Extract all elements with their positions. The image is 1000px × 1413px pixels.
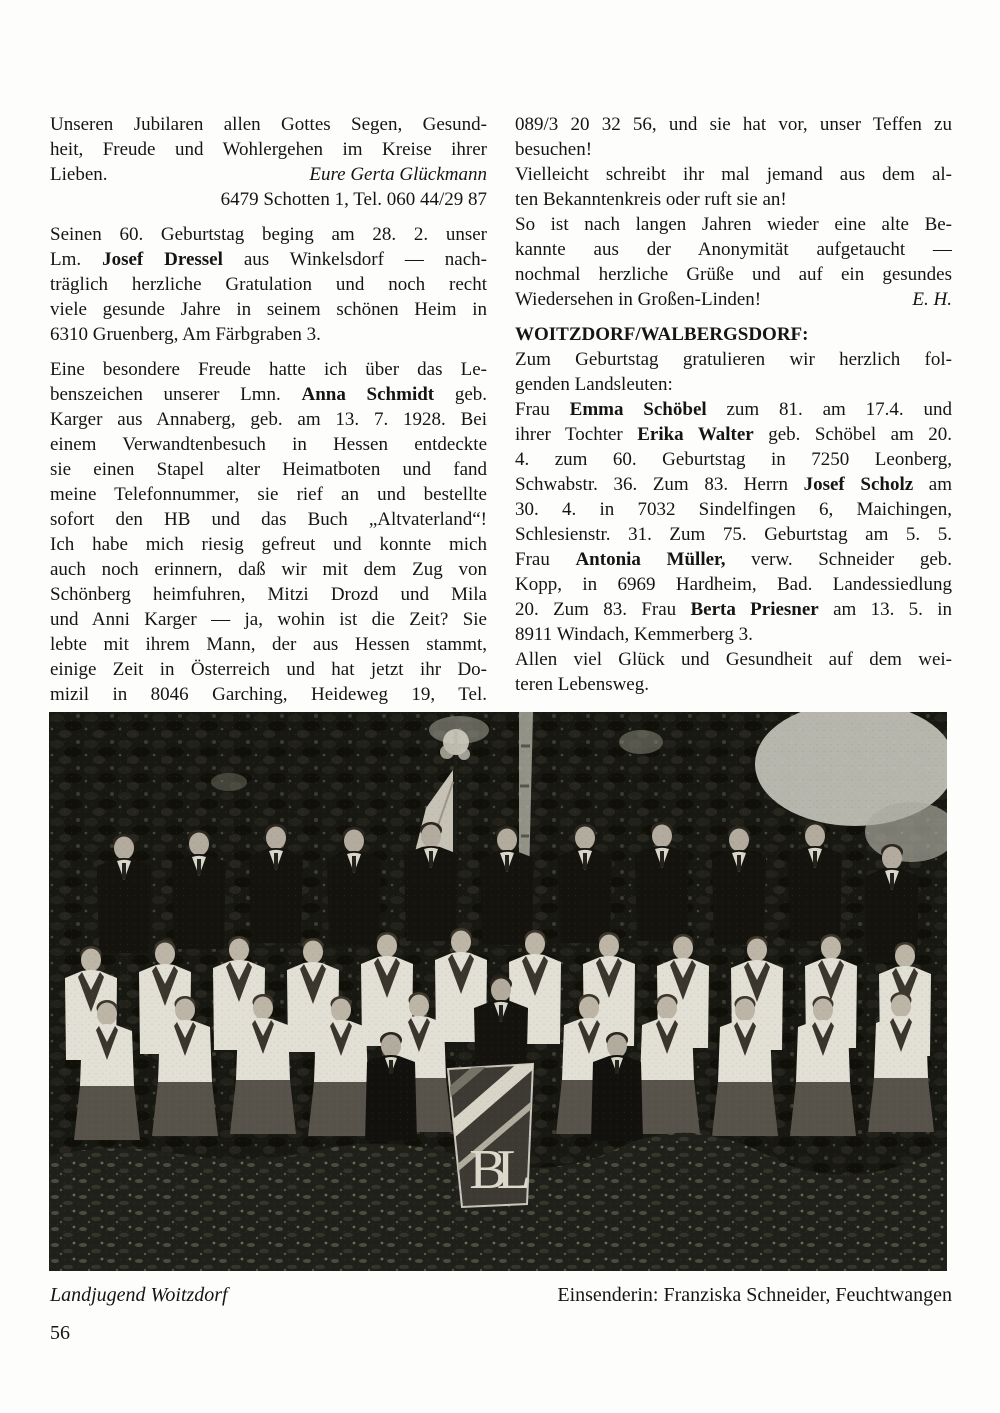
text-line: einige Zeit in Österreich und hat jetzt ihr Do- [50, 659, 487, 680]
text-line: Lm. Josef Dressel aus Winkelsdorf — nach- [50, 249, 487, 270]
text-line: genden Landsleuten: [515, 374, 673, 395]
text-line: 6310 Gruenberg, Am Färbgraben 3. [50, 324, 321, 345]
text-line: Eine besondere Freude hatte ich über das Le- [50, 359, 487, 380]
text-line: WOITZDORF/WALBERGSDORF: [515, 324, 809, 345]
text-line: auch noch erinnern, daß wir mit dem Zug von [50, 559, 487, 580]
left-column [50, 112, 487, 707]
text-line: Schlesienstr. 31. Zum 75. Geburtstag am 5. 5. [515, 524, 952, 545]
group-photo [49, 712, 947, 1271]
text-line: Unseren Jubilaren allen Gottes Segen, Gesund- [50, 114, 487, 135]
text-line: Zum Geburtstag gratulieren wir herzlich fol- [515, 349, 952, 370]
photo-caption-right: Einsenderin: Franziska Schneider, Feuchtwangen [557, 1284, 952, 1306]
photo-grain-overlay [49, 712, 947, 1271]
text-line: Vielleicht schreibt ihr mal jemand aus dem al- [515, 164, 952, 185]
text-line: teren Lebensweg. [515, 674, 649, 695]
text-line: viele gesunde Jahre in seinem schönen Heim in [50, 299, 487, 320]
paragraph [515, 112, 952, 312]
photo-caption-left: Landjugend Woitzdorf [50, 1284, 228, 1306]
group-photo-scene [49, 712, 947, 1271]
text-line: 8911 Windach, Kemmerberg 3. [515, 624, 753, 645]
text-line: 30. 4. in 7032 Sindelfingen 6, Maichingen, [515, 499, 952, 520]
text-line: sofort den HB und das Buch „Altvaterland“! [50, 509, 487, 530]
text-line: besuchen! [515, 139, 593, 160]
text-line: heit, Freude und Wohlergehen im Kreise ihrer [50, 139, 487, 160]
paragraph [50, 112, 487, 212]
text-line: Frau Antonia Müller, verw. Schneider geb. [515, 549, 952, 570]
text-line: meine Telefonnummer, sie rief an und bestellte [50, 484, 487, 505]
paragraph [50, 357, 487, 707]
text-line: Kopp, in 6969 Hardheim, Bad. Landessiedlung [515, 574, 952, 595]
text-line: träglich herzliche Gratulation und noch recht [50, 274, 487, 295]
text-line: Karger aus Annaberg, geb. am 13. 7. 1928. Bei [50, 409, 487, 430]
text-line: sie einen Stapel alter Heimatboten und fand [50, 459, 487, 480]
text-line: benszeichen unserer Lmn. Anna Schmidt geb. [50, 384, 487, 405]
text-line: So ist nach langen Jahren wieder eine alte Be- [515, 214, 952, 235]
text-line: Seinen 60. Geburtstag beging am 28. 2. unser [50, 224, 487, 245]
text-line: kannte aus der Anonymität aufgetaucht — [515, 239, 952, 260]
text-line: Allen viel Glück und Gesundheit auf dem wei- [515, 649, 952, 670]
text-line: ihrer Tochter Erika Walter geb. Schöbel am 20. [515, 424, 952, 445]
text-line: Wiedersehen in Großen-Linden! E. H. [515, 289, 952, 310]
text-line: Frau Emma Schöbel zum 81. am 17.4. und [515, 399, 952, 420]
text-line: 4. zum 60. Geburtstag in 7250 Leonberg, [515, 449, 952, 470]
text-line: 20. Zum 83. Frau Berta Priesner am 13. 5. in [515, 599, 952, 620]
text-line: und Anni Karger — ja, wohin ist die Zeit? Sie [50, 609, 487, 630]
text-line: nochmal herzliche Grüße und auf ein gesundes [515, 264, 952, 285]
text-line: 089/3 20 32 56, und sie hat vor, unser Teffen zu [515, 114, 952, 135]
text-line: mizil in 8046 Garching, Heideweg 19, Tel. [50, 684, 487, 705]
text-line: einem Verwandtenbesuch in Hessen entdeckte [50, 434, 487, 455]
paragraph [515, 322, 952, 697]
photo-caption [50, 1284, 952, 1307]
page-number: 56 [50, 1322, 70, 1344]
right-column [515, 112, 952, 697]
text-line: Ich habe mich riesig gefreut und konnte mich [50, 534, 487, 555]
text-line: Schwabstr. 36. Zum 83. Herrn Josef Scholz am [515, 474, 952, 495]
shield-monogram: BL [469, 1139, 521, 1201]
text-line: ten Bekanntenkreis oder ruft sie an! [515, 189, 787, 210]
text-line: Lieben. Eure Gerta Glückmann [50, 164, 487, 185]
text-line: lebte mit ihrem Mann, der aus Hessen stammt, [50, 634, 487, 655]
paragraph [50, 222, 487, 347]
text-line: 6479 Schotten 1, Tel. 060 44/29 87 [220, 189, 487, 210]
text-line: Schönberg heimfuhren, Mitzi Drozd und Mila [50, 584, 487, 605]
